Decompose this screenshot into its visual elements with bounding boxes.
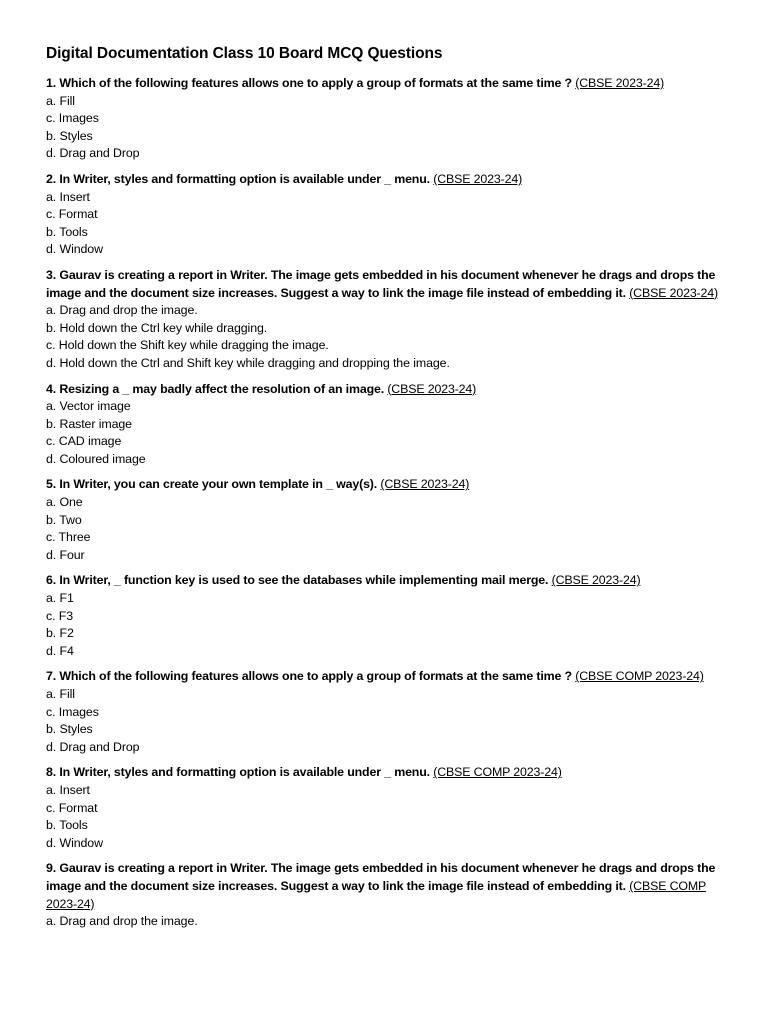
question-source: (CBSE 2023-24) xyxy=(433,171,523,186)
answer-option: a. Drag and drop the image. xyxy=(46,914,198,929)
question-source: (CBSE 2023-24) xyxy=(387,381,477,396)
answer-option: b. Styles xyxy=(46,722,93,737)
question-block xyxy=(46,572,728,660)
question-block xyxy=(46,764,728,852)
answer-option: c. CAD image xyxy=(46,434,122,449)
answer-option: d. Four xyxy=(46,547,85,562)
answer-option: d. Drag and Drop xyxy=(46,739,140,754)
question-text xyxy=(46,381,728,399)
question-stem: 4. Resizing a _ may badly affect the resolution of an image. xyxy=(46,381,385,396)
question-source: (CBSE 2023-24) xyxy=(380,477,470,492)
answer-option: a. Insert xyxy=(46,189,90,204)
question-list xyxy=(46,75,728,931)
answer-option: c. Images xyxy=(46,704,99,719)
question-stem: 8. In Writer, styles and formatting option is available under _ menu. xyxy=(46,765,430,780)
answer-option: c. Format xyxy=(46,800,98,815)
answer-option: d. Hold down the Ctrl and Shift key while dragging and dropping the image. xyxy=(46,355,450,370)
question-block xyxy=(46,860,728,930)
question-block xyxy=(46,75,728,163)
question-source: (CBSE 2023-24) xyxy=(629,285,718,300)
question-stem: 2. In Writer, styles and formatting option is available under _ menu. xyxy=(46,171,430,186)
question-source: (CBSE 2023-24) xyxy=(575,76,665,90)
answer-option: d. Coloured image xyxy=(46,451,146,466)
answer-option: c. Hold down the Shift key while dragging the image. xyxy=(46,338,329,353)
question-block xyxy=(46,476,728,564)
question-block xyxy=(46,668,728,756)
answer-option: b. Styles xyxy=(46,128,93,143)
answer-option: c. F3 xyxy=(46,608,74,623)
answer-option: c. Three xyxy=(46,530,91,545)
answer-option: a. Fill xyxy=(46,93,75,108)
page-title: Digital Documentation Class 10 Board MCQ Questions xyxy=(46,45,443,62)
question-text xyxy=(46,764,728,782)
question-block xyxy=(46,267,728,373)
question-source: (CBSE COMP 2023-24) xyxy=(575,669,704,684)
answer-option: b. F2 xyxy=(46,626,74,641)
question-text xyxy=(46,572,728,590)
question-stem: 1. Which of the following features allows one to apply a group of formats at the same time ? xyxy=(46,76,572,90)
answer-option: a. Fill xyxy=(46,687,75,701)
question-text xyxy=(46,476,728,494)
question-stem: 9. Gaurav is creating a report in Writer. The image gets embedded in his document whenever he drags and drops the image and the document size increases. Suggest a way to link the image file instead of embedding it. xyxy=(46,861,716,893)
question-stem: 3. Gaurav is creating a report in Writer. The image gets embedded in his document whenever he drags and drops the image and the document size increases. Suggest a way to link the image file instead of embedding it. xyxy=(46,267,716,300)
answer-option: a. Vector image xyxy=(46,399,131,414)
answer-option: d. Window xyxy=(46,835,103,850)
question-source: (CBSE COMP 2023-24) xyxy=(433,765,562,780)
question-text xyxy=(46,668,728,686)
question-stem: 5. In Writer, you can create your own template in _ way(s). xyxy=(46,477,378,492)
answer-option: b. Raster image xyxy=(46,416,132,431)
question-source: (CBSE 2023-24) xyxy=(551,573,641,588)
question-text xyxy=(46,75,728,93)
question-block xyxy=(46,381,728,469)
answer-option: b. Tools xyxy=(46,224,88,239)
answer-option: a. F1 xyxy=(46,591,74,606)
answer-option: a. Drag and drop the image. xyxy=(46,303,198,318)
answer-option: d. Drag and Drop xyxy=(46,146,140,161)
answer-option: b. Two xyxy=(46,512,82,527)
answer-option: a. One xyxy=(46,495,83,510)
question-stem: 7. Which of the following features allows one to apply a group of formats at the same time ? xyxy=(46,669,572,684)
question-source: (CBSE COMP 2023-24) xyxy=(46,878,707,911)
question-text xyxy=(46,171,728,189)
answer-option: d. F4 xyxy=(46,643,74,658)
question-block xyxy=(46,171,728,259)
answer-option: c. Format xyxy=(46,207,98,222)
question-text xyxy=(46,860,728,913)
answer-option: b. Tools xyxy=(46,818,88,833)
answer-option: c. Images xyxy=(46,111,99,126)
question-text xyxy=(46,267,728,302)
answer-option: b. Hold down the Ctrl key while dragging. xyxy=(46,320,268,335)
answer-option: d. Window xyxy=(46,242,103,257)
question-stem: 6. In Writer, _ function key is used to see the databases while implementing mail merge. xyxy=(46,573,549,588)
answer-option: a. Insert xyxy=(46,782,90,797)
